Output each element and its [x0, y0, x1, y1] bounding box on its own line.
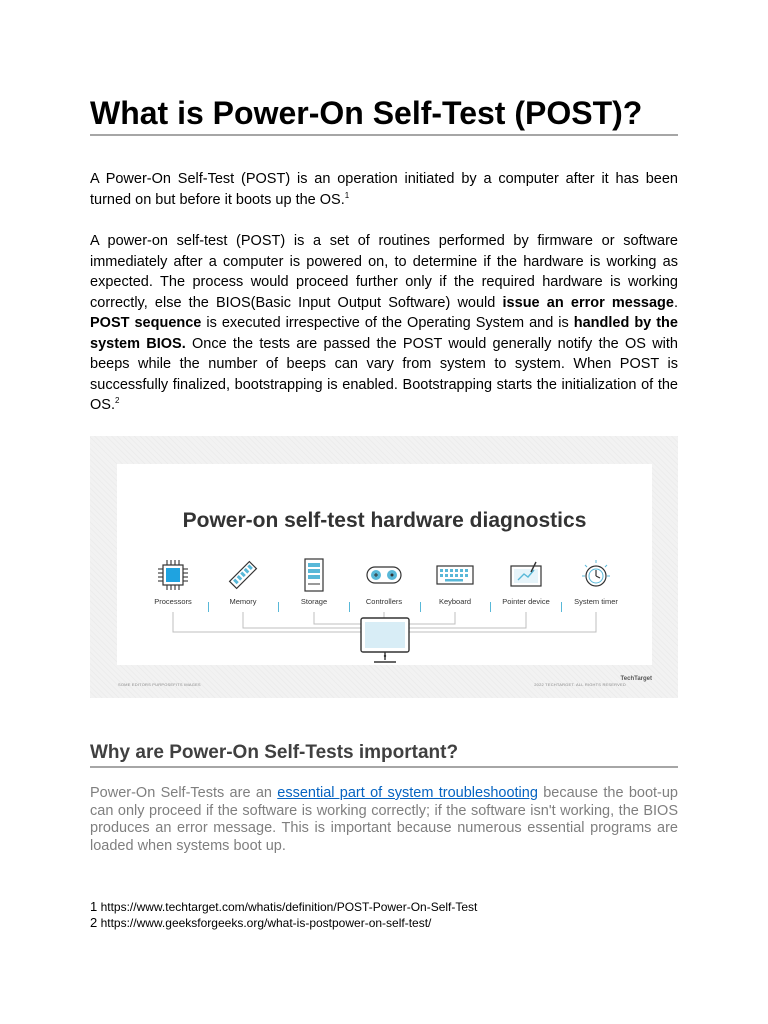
figure-copyright: 2022 TECHTARGET. ALL RIGHTS RESERVED [534, 682, 626, 687]
diagram-title: Power-on self-test hardware diagnostics [182, 509, 587, 532]
section-paragraph [90, 785, 678, 855]
keyboard-icon [435, 558, 475, 592]
separator-tick [208, 602, 209, 612]
footnote-url[interactable]: https://www.techtarget.com/whatis/definition/POST-Power-On-Self-Test [100, 900, 478, 914]
troubleshooting-link[interactable]: essential part of system troubleshooting [277, 785, 538, 801]
cpu-icon [156, 558, 190, 592]
hw-label: Memory [229, 597, 257, 606]
monitor-icon [359, 616, 411, 666]
hw-label: Processors [154, 597, 192, 606]
detail-text-4: Once the tests are passed the POST would generally notify the OS with beeps while the number of beeps can vary from system to system. When POST is successfully finalized, bootstrapping is enabled. Bootstrapping starts the initialization of the OS. [90, 335, 678, 413]
section-heading: Why are Power-On Self-Tests important? [90, 741, 678, 768]
footnote-number: 1 [90, 899, 98, 914]
footnote-2 [90, 915, 678, 931]
hw-memory [210, 558, 276, 606]
separator-tick [420, 602, 421, 612]
hw-label: Storage [300, 597, 328, 606]
section-text-2: because the boot-up can only proceed if the software is working correctly; if the software isn't working, the BIOS produces an error message. This is important because numerous essential programs are loaded when systems boot up. [90, 785, 678, 854]
bold-error-message: issue an error message [502, 294, 674, 311]
detail-text-3: is executed irrespective of the Operating System and is [201, 315, 574, 331]
memory-icon [226, 558, 260, 592]
page-title: What is Power-On Self-Test (POST)? [90, 94, 678, 136]
detail-text-2: . [673, 294, 678, 311]
detail-paragraph [90, 231, 678, 416]
hw-label: Pointer device [502, 597, 550, 606]
footnote-1 [90, 899, 678, 915]
storage-icon [297, 558, 331, 592]
timer-icon [576, 558, 616, 592]
hw-pointer-device [493, 558, 559, 606]
footnote-ref-1[interactable]: 1 [344, 190, 350, 200]
hw-label: System timer [574, 597, 618, 606]
footnote-number: 2 [90, 915, 98, 930]
hw-processors [140, 558, 206, 606]
hw-label: Keyboard [438, 597, 472, 606]
footnote-ref-2[interactable]: 2 [114, 396, 120, 405]
hw-controllers [351, 558, 417, 606]
separator-tick [561, 602, 562, 612]
hw-system-timer [563, 558, 629, 606]
diagram-card [117, 464, 652, 665]
footnote-url[interactable]: https://www.geeksforgeeks.org/what-is-postpower-on-self-test/ [100, 916, 432, 930]
hw-label: Controllers [365, 597, 403, 606]
separator-tick [278, 602, 279, 612]
hw-storage [281, 558, 347, 606]
gamepad-icon [364, 558, 404, 592]
techtarget-logo: TechTarget [620, 676, 652, 682]
bold-handled-by-bios: handled by the system BIOS. [90, 315, 678, 352]
separator-tick [490, 602, 491, 612]
section-text-1: Power-On Self-Tests are an [90, 785, 278, 801]
figure-credit: SOME EDITORS PURPOSEFITS IMAGES [118, 682, 201, 687]
diagram-figure [90, 436, 678, 698]
detail-text-1: A power-on self-test (POST) is a set of routines performed by firmware or software immediately after a computer is powered on, to determine if the hardware is working as expected. The process would proceed further only if the required hardware is working correctly, else the BIOS(Basic Input Output Software) would [90, 233, 678, 311]
separator-tick [349, 602, 350, 612]
intro-text: A Power-On Self-Test (POST) is an operation initiated by a computer after it has been turned on but before it boots up the OS. [90, 171, 678, 208]
pointer-device-icon [506, 558, 546, 592]
hw-keyboard [422, 558, 488, 606]
bold-post-sequence: POST sequence [90, 315, 202, 331]
intro-paragraph [90, 169, 678, 210]
